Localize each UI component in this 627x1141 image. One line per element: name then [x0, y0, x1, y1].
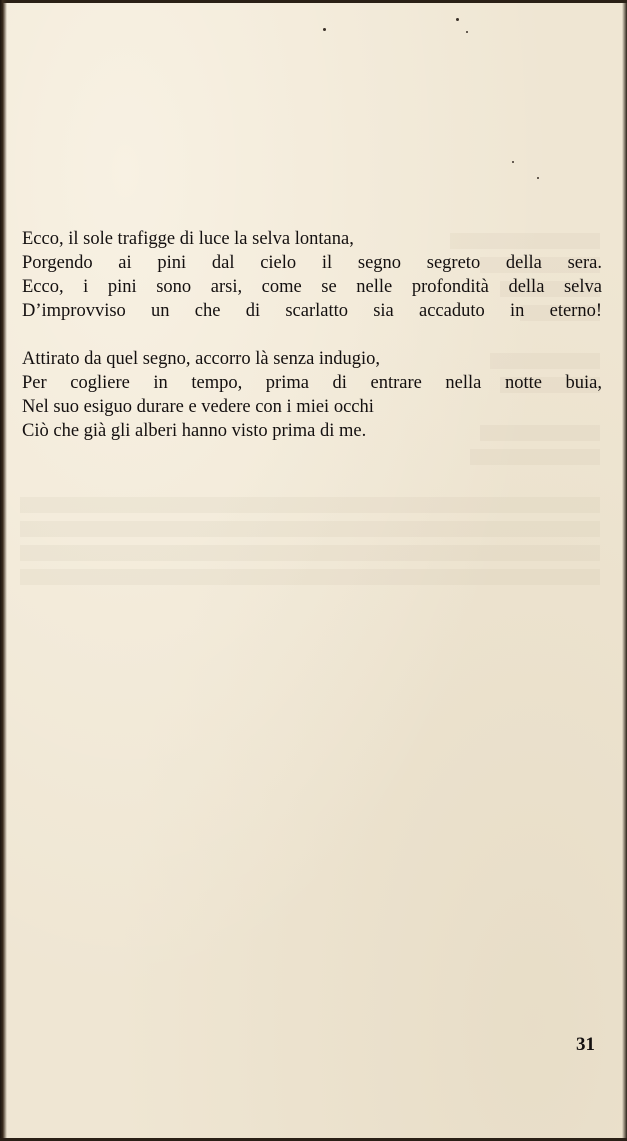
show-through-mark	[20, 521, 600, 537]
poem-line: D’improvviso un che di scarlatto sia accaduto in eterno!	[22, 301, 602, 321]
poem-line: Per cogliere in tempo, prima di entrare nella notte buia,	[22, 373, 602, 393]
dust-speck	[466, 31, 468, 33]
dust-speck	[512, 161, 514, 163]
show-through-mark	[470, 449, 600, 465]
poem-line: Attirato da quel segno, accorro là senza indugio,	[22, 349, 381, 369]
show-through-mark	[20, 569, 600, 585]
poem-text	[22, 227, 602, 443]
poem-line: Nel suo esiguo durare e vedere con i miei occhi	[22, 397, 374, 417]
poem-line: Porgendo ai pini dal cielo il segno segreto della sera.	[22, 253, 602, 273]
poem-line: Ciò che già gli alberi hanno visto prima di me.	[22, 421, 367, 441]
scan-edge-right	[622, 0, 627, 1141]
dust-speck	[537, 177, 539, 179]
stanza-2	[22, 347, 602, 443]
stanza-1	[22, 227, 602, 323]
dust-speck	[323, 28, 326, 31]
show-through-mark	[20, 497, 600, 513]
poem-line: Ecco, i pini sono arsi, come se nelle profondità della selva	[22, 277, 602, 297]
scan-edge-top	[0, 0, 627, 3]
poem-line: Ecco, il sole trafigge di luce la selva lontana,	[22, 229, 354, 249]
page-number: 31	[576, 1034, 595, 1055]
scan-edge-left	[0, 0, 7, 1141]
show-through-mark	[20, 545, 600, 561]
dust-speck	[456, 18, 459, 21]
